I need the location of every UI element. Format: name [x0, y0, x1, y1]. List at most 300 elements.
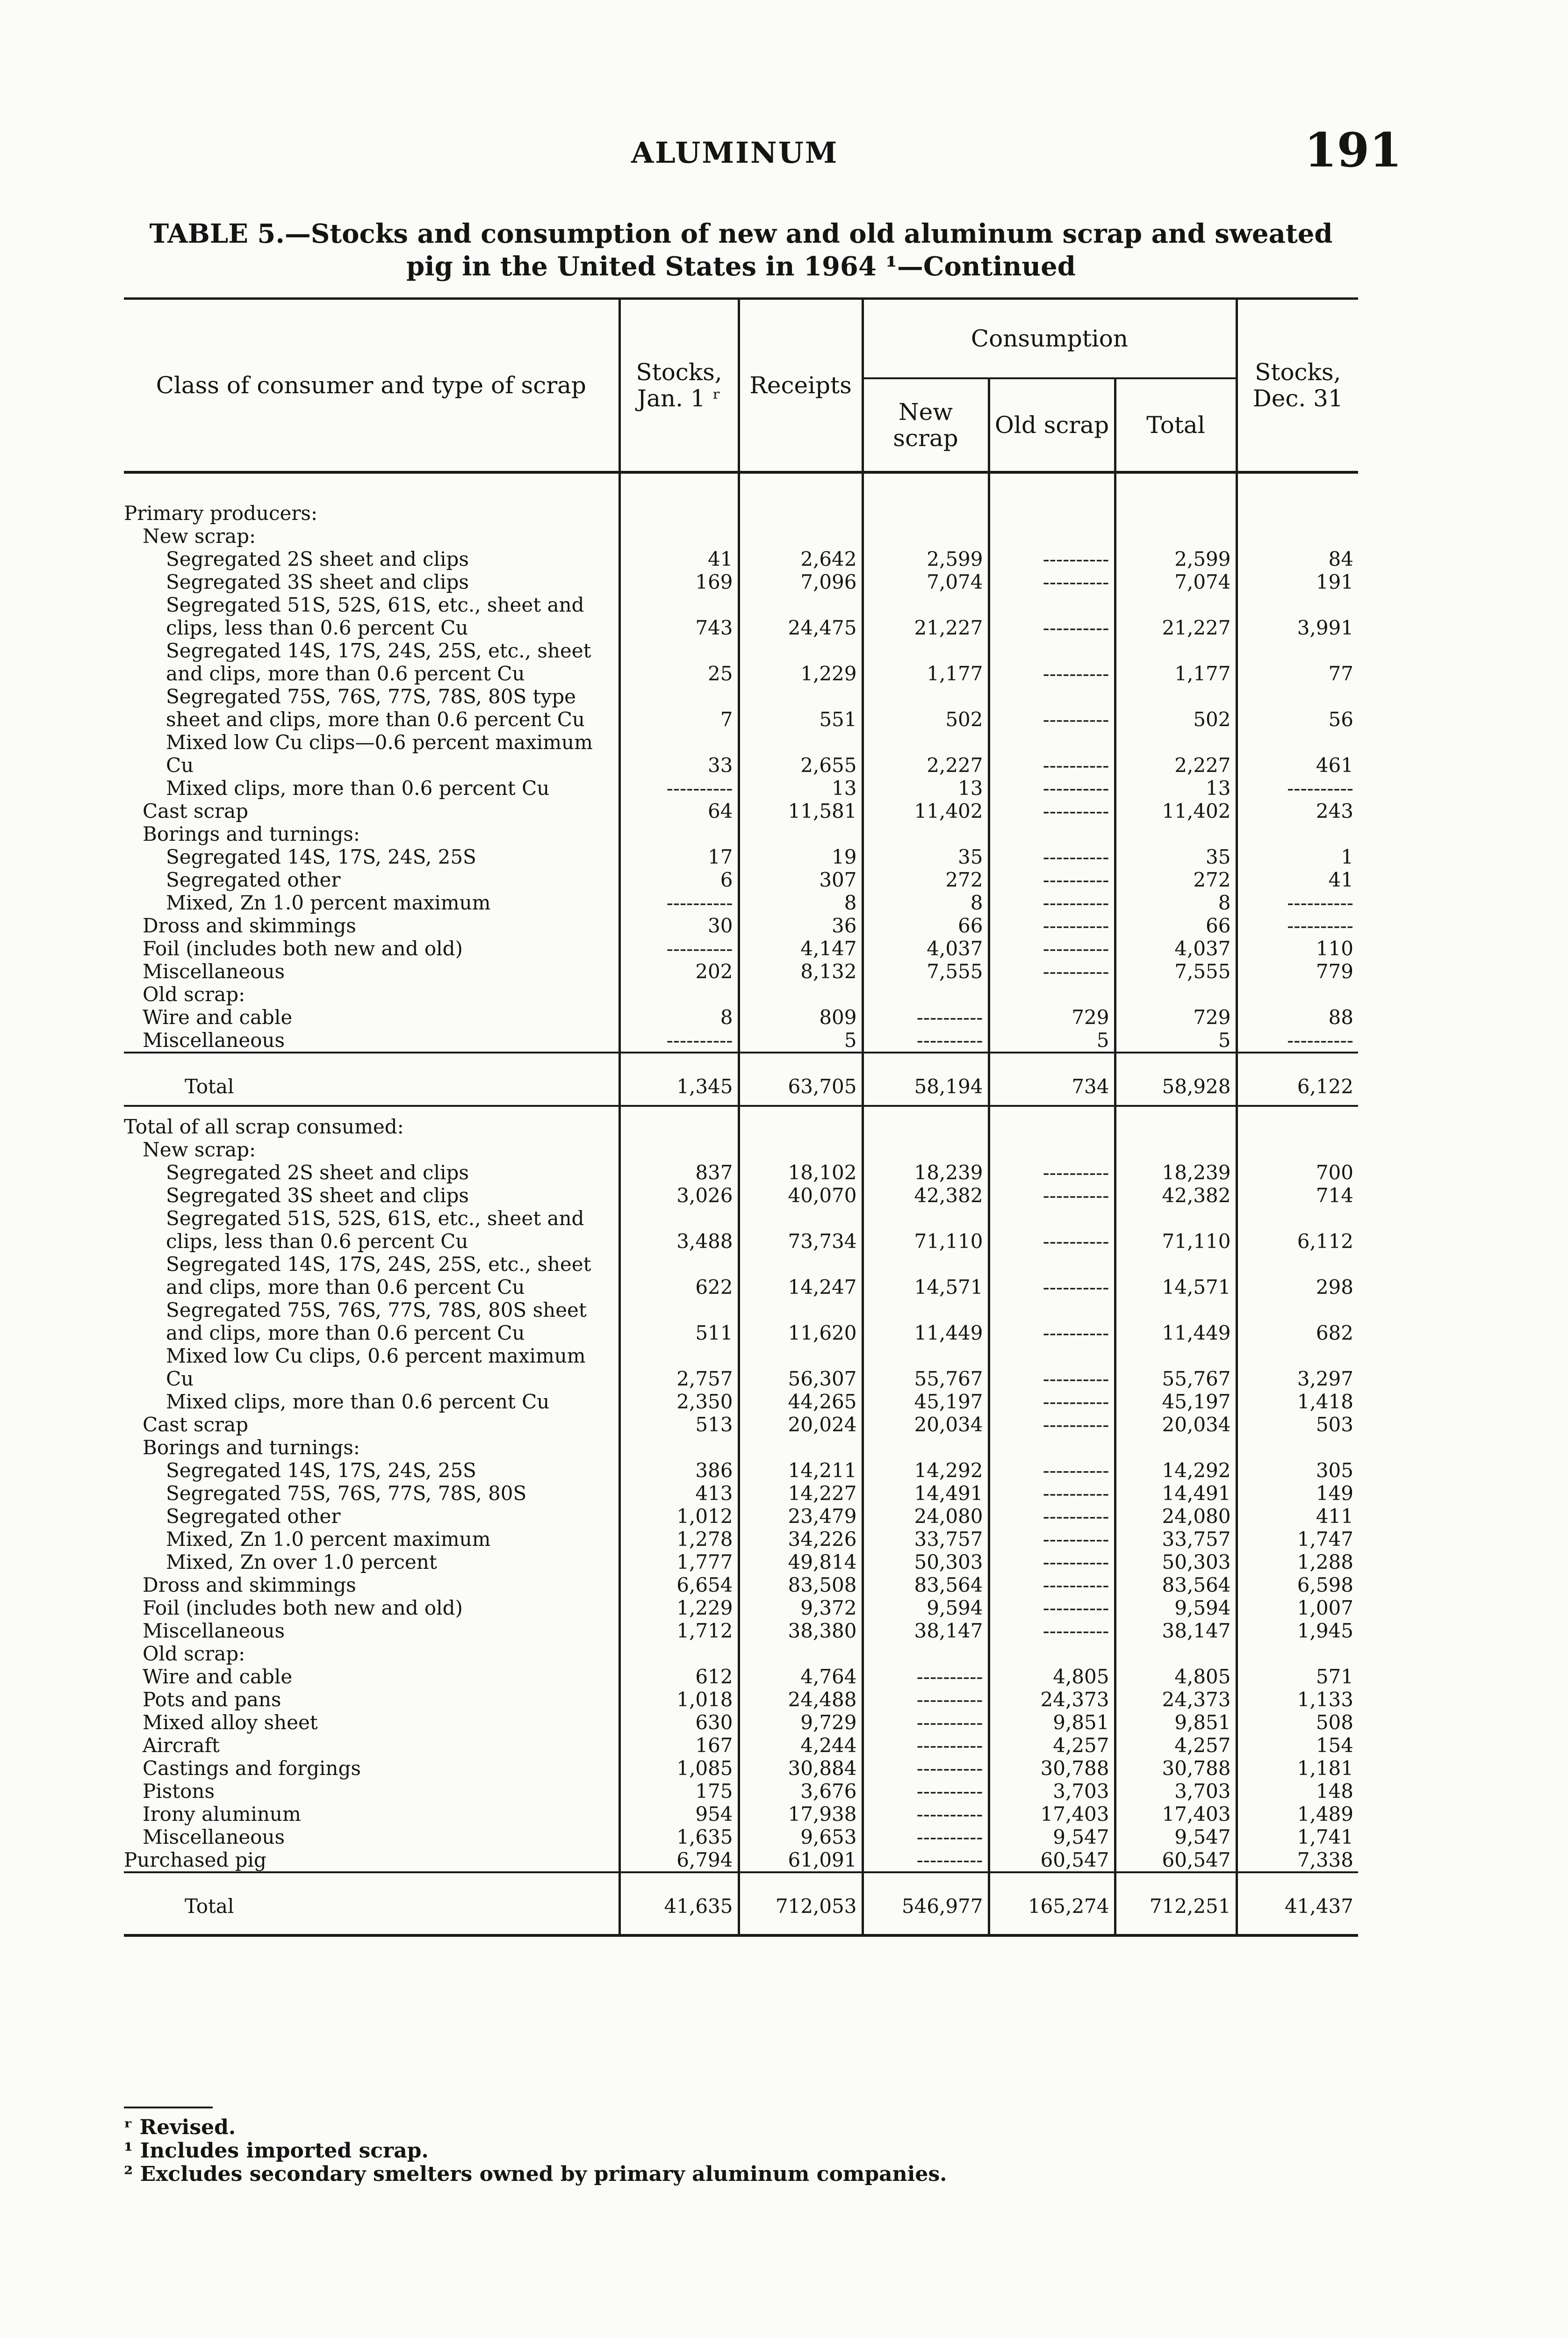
row-value — [619, 983, 739, 1006]
row-value: ---------- — [989, 1505, 1115, 1528]
row-label-text: Pots and pans — [143, 1688, 281, 1711]
row-label — [124, 1299, 619, 1344]
row-value: 2,227 — [863, 731, 989, 777]
row-value: 11,620 — [739, 1299, 863, 1344]
row-value: 41,437 — [1237, 1887, 1358, 1925]
row-value — [863, 1115, 989, 1138]
row-value — [739, 1115, 863, 1138]
data-table — [124, 297, 1358, 1937]
table-row — [124, 1161, 1358, 1184]
row-value: 30 — [619, 914, 739, 937]
row-label-text: Total — [185, 1894, 234, 1918]
row-value: 21,227 — [1115, 593, 1237, 639]
row-value: 9,851 — [1115, 1711, 1237, 1734]
row-value — [989, 1138, 1115, 1161]
row-value: 272 — [1115, 868, 1237, 891]
row-value: 61,091 — [739, 1848, 863, 1872]
row-value: 6,598 — [1237, 1573, 1358, 1596]
row-value: 4,037 — [863, 937, 989, 960]
row-value — [619, 823, 739, 845]
table-row — [124, 1551, 1358, 1573]
row-label-text: Segregated 3S sheet and clips — [166, 1184, 469, 1207]
row-label-text: Segregated 14S, 17S, 24S, 25S, etc., sheet and clips, more than 0.6 percent Cu — [166, 639, 591, 685]
row-value: 4,805 — [1115, 1665, 1237, 1688]
row-value: 298 — [1237, 1253, 1358, 1299]
row-label — [124, 823, 619, 845]
table-row — [124, 1006, 1358, 1029]
row-value: 3,703 — [1115, 1780, 1237, 1803]
row-value: 1,777 — [619, 1551, 739, 1573]
table-row — [124, 1826, 1358, 1848]
table-row — [124, 1848, 1358, 1872]
row-label — [124, 1642, 619, 1665]
col-stocks-dec: Stocks, Dec. 31 — [1237, 299, 1358, 473]
row-value: 58,928 — [1115, 1068, 1237, 1106]
row-value: 1,712 — [619, 1619, 739, 1642]
row-value: 9,653 — [739, 1826, 863, 1848]
row-value: 36 — [739, 914, 863, 937]
table-row — [124, 983, 1358, 1006]
row-value: ---------- — [863, 1734, 989, 1757]
row-label-text: Segregated other — [166, 1505, 341, 1528]
table-row — [124, 1344, 1358, 1390]
row-value: 2,757 — [619, 1344, 739, 1390]
row-value: 8 — [1115, 891, 1237, 914]
row-value: 110 — [1237, 937, 1358, 960]
row-value: 154 — [1237, 1734, 1358, 1757]
row-value — [619, 1642, 739, 1665]
row-value: 14,211 — [739, 1459, 863, 1482]
row-value — [1115, 1115, 1237, 1138]
row-value: 2,350 — [619, 1390, 739, 1413]
row-value — [1115, 823, 1237, 845]
row-label — [124, 593, 619, 639]
row-label — [124, 1573, 619, 1596]
row-value: 45,197 — [1115, 1390, 1237, 1413]
row-value: ---------- — [989, 1161, 1115, 1184]
row-value: 1,945 — [1237, 1619, 1358, 1642]
row-value: 42,382 — [863, 1184, 989, 1207]
row-value: 63,705 — [739, 1068, 863, 1106]
row-value: 1,018 — [619, 1688, 739, 1711]
row-label-text: Segregated 75S, 76S, 77S, 78S, 80S type sheet and clips, more than 0.6 percent Cu — [166, 685, 585, 731]
row-label — [124, 1161, 619, 1184]
table-row — [124, 1390, 1358, 1413]
row-value: 21,227 — [863, 593, 989, 639]
row-label-text: Mixed low Cu clips, 0.6 percent maximum Cu — [166, 1344, 586, 1390]
row-value: 386 — [619, 1459, 739, 1482]
row-value: ---------- — [989, 1459, 1115, 1482]
row-value: 1,741 — [1237, 1826, 1358, 1848]
row-value: ---------- — [989, 960, 1115, 983]
row-label — [124, 1138, 619, 1161]
row-value: 175 — [619, 1780, 739, 1803]
row-label — [124, 1551, 619, 1573]
row-value — [739, 1138, 863, 1161]
row-label — [124, 1826, 619, 1848]
row-value: ---------- — [989, 1619, 1115, 1642]
row-value: 17,938 — [739, 1803, 863, 1826]
footnote-rule — [124, 2107, 213, 2108]
row-spacer — [124, 1106, 1358, 1115]
row-value — [1237, 983, 1358, 1006]
col-receipts: Receipts — [739, 299, 863, 473]
row-label-text: Mixed clips, more than 0.6 percent Cu — [166, 1390, 550, 1413]
table-row — [124, 777, 1358, 800]
row-value: ---------- — [989, 937, 1115, 960]
row-label-text: Wire and cable — [143, 1665, 293, 1688]
table-row — [124, 1734, 1358, 1757]
row-value: 551 — [739, 685, 863, 731]
row-value: 5 — [1115, 1029, 1237, 1053]
row-label — [124, 777, 619, 800]
row-label-text: Irony aluminum — [143, 1803, 301, 1826]
table-row — [124, 548, 1358, 570]
row-value: 17,403 — [989, 1803, 1115, 1826]
row-value: 18,239 — [1115, 1161, 1237, 1184]
row-value — [739, 525, 863, 548]
row-value: 56 — [1237, 685, 1358, 731]
row-value: 700 — [1237, 1161, 1358, 1184]
row-label-text: Wire and cable — [143, 1006, 293, 1029]
row-value: 38,380 — [739, 1619, 863, 1642]
row-value — [1115, 983, 1237, 1006]
row-value: 5 — [989, 1029, 1115, 1053]
row-value: 24,488 — [739, 1688, 863, 1711]
row-value: 18,102 — [739, 1161, 863, 1184]
row-value: 809 — [739, 1006, 863, 1029]
row-value: 7,074 — [863, 570, 989, 593]
row-value: 33,757 — [863, 1528, 989, 1551]
table-row — [124, 1619, 1358, 1642]
table-row — [124, 1068, 1358, 1106]
row-value: 8 — [863, 891, 989, 914]
row-value: ---------- — [989, 800, 1115, 823]
row-value: ---------- — [989, 639, 1115, 685]
row-label-text: Mixed alloy sheet — [143, 1711, 318, 1734]
row-label-text: Primary producers: — [124, 502, 318, 525]
row-value: 20,034 — [1115, 1413, 1237, 1436]
row-value — [1237, 1138, 1358, 1161]
row-value: 2,655 — [739, 731, 863, 777]
row-value — [1115, 502, 1237, 525]
row-label-text: Cast scrap — [143, 800, 249, 823]
table-row — [124, 1780, 1358, 1803]
row-value: 14,571 — [1115, 1253, 1237, 1299]
row-value: ---------- — [863, 1780, 989, 1803]
row-value: 66 — [863, 914, 989, 937]
row-value: 9,372 — [739, 1596, 863, 1619]
table-row — [124, 502, 1358, 525]
row-value: 1,229 — [739, 639, 863, 685]
row-value — [863, 502, 989, 525]
row-label-text: Pistons — [143, 1780, 215, 1803]
row-label-text: Purchased pig — [124, 1848, 266, 1871]
row-value: ---------- — [989, 1596, 1115, 1619]
row-label — [124, 1803, 619, 1826]
row-value: 23,479 — [739, 1505, 863, 1528]
row-value: ---------- — [863, 1665, 989, 1688]
row-value: 3,703 — [989, 1780, 1115, 1803]
row-label — [124, 1780, 619, 1803]
row-label — [124, 502, 619, 525]
row-label — [124, 1482, 619, 1505]
row-value: 35 — [1115, 845, 1237, 868]
row-value: 49,814 — [739, 1551, 863, 1573]
row-value: ---------- — [989, 731, 1115, 777]
table-row — [124, 845, 1358, 868]
row-value: 14,292 — [863, 1459, 989, 1482]
row-label-text: Borings and turnings: — [143, 823, 360, 845]
row-label — [124, 1184, 619, 1207]
row-value: 1,181 — [1237, 1757, 1358, 1780]
row-value: 7,338 — [1237, 1848, 1358, 1872]
row-label — [124, 800, 619, 823]
table-row — [124, 937, 1358, 960]
row-value — [863, 983, 989, 1006]
row-value: 30,788 — [989, 1757, 1115, 1780]
row-value — [619, 1436, 739, 1459]
row-value: 64 — [619, 800, 739, 823]
row-value: 243 — [1237, 800, 1358, 823]
row-value: 11,402 — [863, 800, 989, 823]
row-label-text: Segregated 14S, 17S, 24S, 25S — [166, 1459, 476, 1482]
row-value: 571 — [1237, 1665, 1358, 1688]
row-value: 38,147 — [1115, 1619, 1237, 1642]
row-value: 622 — [619, 1253, 739, 1299]
row-label-text: Segregated 75S, 76S, 77S, 78S, 80S — [166, 1482, 527, 1505]
row-value: 17,403 — [1115, 1803, 1237, 1826]
row-value: 42,382 — [1115, 1184, 1237, 1207]
row-value: 14,292 — [1115, 1459, 1237, 1482]
row-label — [124, 937, 619, 960]
row-label-text: Mixed, Zn 1.0 percent maximum — [166, 1528, 491, 1551]
row-value: ---------- — [863, 1848, 989, 1872]
table-row — [124, 731, 1358, 777]
row-label-text: Segregated 2S sheet and clips — [166, 1161, 469, 1184]
row-value: 8,132 — [739, 960, 863, 983]
row-label-text: Mixed, Zn 1.0 percent maximum — [166, 891, 491, 914]
row-value: 14,491 — [863, 1482, 989, 1505]
row-value: 77 — [1237, 639, 1358, 685]
row-label-text: Aircraft — [143, 1734, 220, 1757]
row-value: 11,581 — [739, 800, 863, 823]
table-row — [124, 1029, 1358, 1053]
row-value: 66 — [1115, 914, 1237, 937]
running-head: ALUMINUM — [631, 136, 839, 170]
row-value — [989, 1115, 1115, 1138]
row-value — [619, 525, 739, 548]
row-value: 40,070 — [739, 1184, 863, 1207]
row-value: ---------- — [989, 1344, 1115, 1390]
row-value: 83,508 — [739, 1573, 863, 1596]
col-consumption: Consumption — [863, 299, 1237, 379]
footnote: ʳ Revised. — [124, 2115, 236, 2139]
row-label-text: Mixed, Zn over 1.0 percent — [166, 1551, 437, 1573]
row-spacer — [124, 1925, 1358, 1935]
row-value: ---------- — [989, 548, 1115, 570]
row-value: 1,278 — [619, 1528, 739, 1551]
row-value: 1,177 — [863, 639, 989, 685]
row-value: 35 — [863, 845, 989, 868]
row-value — [989, 525, 1115, 548]
row-label-text: Segregated 51S, 52S, 61S, etc., sheet and clips, less than 0.6 percent Cu — [166, 1207, 584, 1253]
row-value: 71,110 — [863, 1207, 989, 1253]
row-value: 3,488 — [619, 1207, 739, 1253]
table-row — [124, 1184, 1358, 1207]
row-value: 148 — [1237, 1780, 1358, 1803]
row-value — [739, 983, 863, 1006]
row-value: 1,085 — [619, 1757, 739, 1780]
row-label-text: Segregated 75S, 76S, 77S, 78S, 80S sheet and clips, more than 0.6 percent Cu — [166, 1299, 587, 1344]
page-header — [0, 0, 1568, 201]
row-value: ---------- — [989, 1184, 1115, 1207]
row-label — [124, 1413, 619, 1436]
row-value: 1,288 — [1237, 1551, 1358, 1573]
row-label — [124, 1619, 619, 1642]
row-value: 73,734 — [739, 1207, 863, 1253]
row-value: 2,599 — [863, 548, 989, 570]
table-row — [124, 914, 1358, 937]
row-value: ---------- — [863, 1826, 989, 1848]
row-value: 34,226 — [739, 1528, 863, 1551]
row-value: 14,227 — [739, 1482, 863, 1505]
row-label — [124, 1029, 619, 1053]
col-total: Total — [1115, 378, 1237, 472]
row-value: 191 — [1237, 570, 1358, 593]
row-value: 6,122 — [1237, 1068, 1358, 1106]
row-value: ---------- — [619, 937, 739, 960]
row-value: 508 — [1237, 1711, 1358, 1734]
row-value: 41 — [619, 548, 739, 570]
row-value: 630 — [619, 1711, 739, 1734]
table-row — [124, 1138, 1358, 1161]
table-row — [124, 1115, 1358, 1138]
row-value: 734 — [989, 1068, 1115, 1106]
row-value: ---------- — [863, 1803, 989, 1826]
row-value: 83,564 — [1115, 1573, 1237, 1596]
row-value: 9,547 — [1115, 1826, 1237, 1848]
row-value: 14,571 — [863, 1253, 989, 1299]
row-value — [989, 1436, 1115, 1459]
row-label-text: Miscellaneous — [143, 960, 285, 983]
row-value: 58,194 — [863, 1068, 989, 1106]
row-label-text: Segregated other — [166, 868, 341, 891]
row-value: 4,805 — [989, 1665, 1115, 1688]
row-value: 3,991 — [1237, 593, 1358, 639]
row-value: 1,007 — [1237, 1596, 1358, 1619]
row-value: 169 — [619, 570, 739, 593]
table-row — [124, 1688, 1358, 1711]
row-label — [124, 1734, 619, 1757]
row-value: 413 — [619, 1482, 739, 1505]
row-value: 7 — [619, 685, 739, 731]
row-value: ---------- — [863, 1711, 989, 1734]
row-label — [124, 639, 619, 685]
row-value: ---------- — [989, 570, 1115, 593]
row-value: 2,227 — [1115, 731, 1237, 777]
footnote: ¹ Includes imported scrap. — [124, 2139, 429, 2163]
row-value: 779 — [1237, 960, 1358, 983]
row-value: ---------- — [619, 891, 739, 914]
row-label-text: New scrap: — [143, 1138, 256, 1161]
row-value: 1,133 — [1237, 1688, 1358, 1711]
row-value: 7,555 — [863, 960, 989, 983]
footnotes — [124, 2116, 947, 2186]
table-row — [124, 1505, 1358, 1528]
row-value: 3,676 — [739, 1780, 863, 1803]
row-label — [124, 1068, 619, 1106]
row-value — [1237, 502, 1358, 525]
row-value: 6,654 — [619, 1573, 739, 1596]
row-value: 682 — [1237, 1299, 1358, 1344]
table-row — [124, 525, 1358, 548]
table-row — [124, 1711, 1358, 1734]
row-label — [124, 731, 619, 777]
row-label-text: Segregated 2S sheet and clips — [166, 548, 469, 570]
row-value — [863, 823, 989, 845]
row-value: 4,037 — [1115, 937, 1237, 960]
row-value: 1 — [1237, 845, 1358, 868]
row-value — [739, 1436, 863, 1459]
row-value: 307 — [739, 868, 863, 891]
table-row — [124, 1207, 1358, 1253]
col-class: Class of consumer and type of scrap — [156, 372, 586, 399]
table-row — [124, 1665, 1358, 1688]
row-value: 6,794 — [619, 1848, 739, 1872]
row-value: 55,767 — [863, 1344, 989, 1390]
row-value: ---------- — [989, 1551, 1115, 1573]
row-value: 305 — [1237, 1459, 1358, 1482]
table-row — [124, 685, 1358, 731]
row-value: 88 — [1237, 1006, 1358, 1029]
row-value: 18,239 — [863, 1161, 989, 1184]
row-label-text: Mixed clips, more than 0.6 percent Cu — [166, 777, 550, 800]
row-spacer — [124, 1053, 1358, 1068]
row-value: 83,564 — [863, 1573, 989, 1596]
row-label-text: Miscellaneous — [143, 1826, 285, 1848]
row-value: 612 — [619, 1665, 739, 1688]
table-row — [124, 1573, 1358, 1596]
row-value: 1,747 — [1237, 1528, 1358, 1551]
row-value: ---------- — [1237, 914, 1358, 937]
row-value: 33,757 — [1115, 1528, 1237, 1551]
row-value: 44,265 — [739, 1390, 863, 1413]
row-value: 9,594 — [863, 1596, 989, 1619]
row-value: 30,884 — [739, 1757, 863, 1780]
table-row — [124, 1803, 1358, 1826]
row-value: 546,977 — [863, 1887, 989, 1925]
row-value: 1,418 — [1237, 1390, 1358, 1413]
row-value: 20,024 — [739, 1413, 863, 1436]
row-value: 14,491 — [1115, 1482, 1237, 1505]
row-value: 149 — [1237, 1482, 1358, 1505]
row-value: 8 — [619, 1006, 739, 1029]
row-value: ---------- — [619, 1029, 739, 1053]
row-value: 11,449 — [863, 1299, 989, 1344]
row-value: ---------- — [989, 1528, 1115, 1551]
row-label — [124, 685, 619, 731]
row-value: 503 — [1237, 1413, 1358, 1436]
row-label — [124, 1253, 619, 1299]
row-label-text: Segregated 51S, 52S, 61S, etc., sheet and clips, less than 0.6 percent Cu — [166, 593, 584, 639]
row-value — [989, 823, 1115, 845]
row-label — [124, 914, 619, 937]
row-value: 2,642 — [739, 548, 863, 570]
row-value: 7,074 — [1115, 570, 1237, 593]
row-value: 41 — [1237, 868, 1358, 891]
row-label — [124, 1436, 619, 1459]
